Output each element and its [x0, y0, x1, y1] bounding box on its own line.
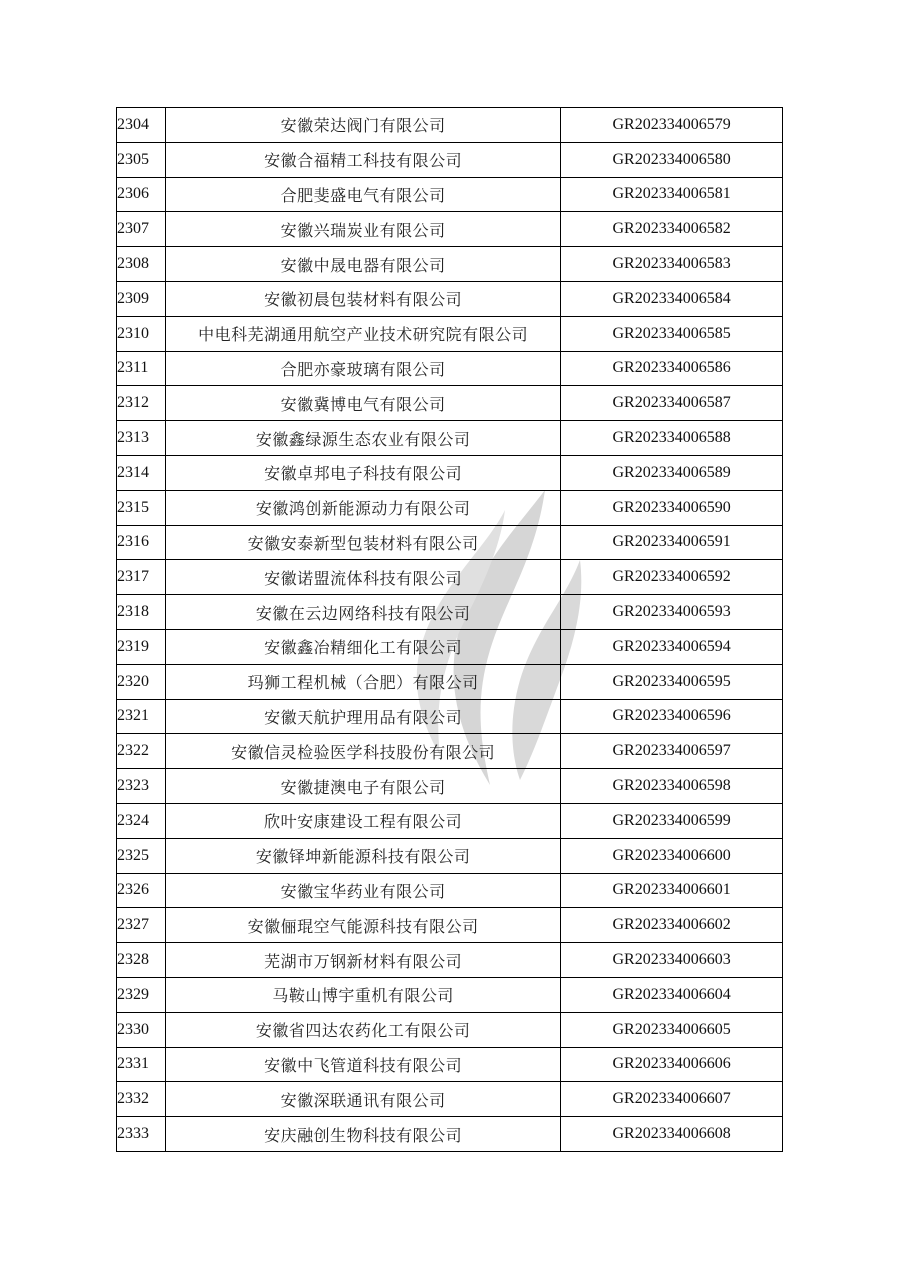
- company-name: 安徽合福精工科技有限公司: [165, 142, 560, 177]
- certificate-code: GR202334006590: [561, 490, 783, 525]
- company-name: 安徽深联通讯有限公司: [165, 1082, 560, 1117]
- table-row: [117, 281, 783, 316]
- company-name: 安徽荣达阀门有限公司: [165, 108, 560, 143]
- certificate-code: GR202334006601: [561, 873, 783, 908]
- row-index: 2315: [117, 490, 166, 525]
- row-index: 2314: [117, 455, 166, 490]
- table-row: [117, 142, 783, 177]
- row-index: 2331: [117, 1047, 166, 1082]
- table-row: [117, 177, 783, 212]
- row-index: 2318: [117, 595, 166, 630]
- table-row: [117, 421, 783, 456]
- table-row: [117, 1012, 783, 1047]
- row-index: 2309: [117, 281, 166, 316]
- table-row: [117, 490, 783, 525]
- company-name: 安徽兴瑞炭业有限公司: [165, 212, 560, 247]
- company-name: 安徽俪琨空气能源科技有限公司: [165, 908, 560, 943]
- row-index: 2317: [117, 560, 166, 595]
- company-name: 欣叶安康建设工程有限公司: [165, 803, 560, 838]
- table-row: [117, 838, 783, 873]
- company-name: 安徽卓邦电子科技有限公司: [165, 455, 560, 490]
- company-name: 安徽冀博电气有限公司: [165, 386, 560, 421]
- certificate-code: GR202334006604: [561, 977, 783, 1012]
- company-name: 安徽鑫冶精细化工有限公司: [165, 629, 560, 664]
- company-certificate-table: [116, 107, 783, 1152]
- certificate-code: GR202334006608: [561, 1117, 783, 1152]
- table-row: [117, 560, 783, 595]
- row-index: 2326: [117, 873, 166, 908]
- table-row: [117, 316, 783, 351]
- certificate-code: GR202334006581: [561, 177, 783, 212]
- row-index: 2311: [117, 351, 166, 386]
- company-name: 安徽鑫绿源生态农业有限公司: [165, 421, 560, 456]
- table-row: [117, 595, 783, 630]
- company-name: 安徽中飞管道科技有限公司: [165, 1047, 560, 1082]
- certificate-code: GR202334006588: [561, 421, 783, 456]
- table-row: [117, 212, 783, 247]
- table-row: [117, 803, 783, 838]
- company-name: 安徽宝华药业有限公司: [165, 873, 560, 908]
- certificate-code: GR202334006591: [561, 525, 783, 560]
- company-name: 安徽在云边网络科技有限公司: [165, 595, 560, 630]
- company-name: 安徽诺盟流体科技有限公司: [165, 560, 560, 595]
- row-index: 2325: [117, 838, 166, 873]
- row-index: 2332: [117, 1082, 166, 1117]
- company-name: 安徽天航护理用品有限公司: [165, 699, 560, 734]
- table-row: [117, 1047, 783, 1082]
- table-row: [117, 977, 783, 1012]
- certificate-code: GR202334006594: [561, 629, 783, 664]
- table-row: [117, 1082, 783, 1117]
- company-name: 安徽捷澳电子有限公司: [165, 769, 560, 804]
- certificate-code: GR202334006584: [561, 281, 783, 316]
- table-row: [117, 1117, 783, 1152]
- company-name: 安徽安泰新型包装材料有限公司: [165, 525, 560, 560]
- table-row: [117, 629, 783, 664]
- row-index: 2312: [117, 386, 166, 421]
- company-name: 合肥斐盛电气有限公司: [165, 177, 560, 212]
- row-index: 2307: [117, 212, 166, 247]
- company-name: 安徽初晨包装材料有限公司: [165, 281, 560, 316]
- certificate-code: GR202334006603: [561, 943, 783, 978]
- certificate-code: GR202334006589: [561, 455, 783, 490]
- row-index: 2322: [117, 734, 166, 769]
- table-row: [117, 699, 783, 734]
- certificate-code: GR202334006592: [561, 560, 783, 595]
- company-name: 安徽信灵检验医学科技股份有限公司: [165, 734, 560, 769]
- company-name: 安徽中晟电器有限公司: [165, 247, 560, 282]
- company-name: 中电科芜湖通用航空产业技术研究院有限公司: [165, 316, 560, 351]
- row-index: 2330: [117, 1012, 166, 1047]
- certificate-code: GR202334006606: [561, 1047, 783, 1082]
- company-name: 安庆融创生物科技有限公司: [165, 1117, 560, 1152]
- row-index: 2308: [117, 247, 166, 282]
- certificate-code: GR202334006587: [561, 386, 783, 421]
- company-name: 合肥亦豪玻璃有限公司: [165, 351, 560, 386]
- company-name: 安徽鸿创新能源动力有限公司: [165, 490, 560, 525]
- row-index: 2329: [117, 977, 166, 1012]
- table-row: [117, 664, 783, 699]
- table-row: [117, 908, 783, 943]
- certificate-code: GR202334006580: [561, 142, 783, 177]
- row-index: 2304: [117, 108, 166, 143]
- table-row: [117, 525, 783, 560]
- row-index: 2310: [117, 316, 166, 351]
- table-row: [117, 351, 783, 386]
- company-name: 芜湖市万钢新材料有限公司: [165, 943, 560, 978]
- certificate-code: GR202334006586: [561, 351, 783, 386]
- table-row: [117, 734, 783, 769]
- certificate-code: GR202334006596: [561, 699, 783, 734]
- company-name: 安徽省四达农药化工有限公司: [165, 1012, 560, 1047]
- company-name: 马鞍山博宇重机有限公司: [165, 977, 560, 1012]
- certificate-code: GR202334006583: [561, 247, 783, 282]
- row-index: 2306: [117, 177, 166, 212]
- row-index: 2320: [117, 664, 166, 699]
- row-index: 2327: [117, 908, 166, 943]
- certificate-code: GR202334006602: [561, 908, 783, 943]
- certificate-code: GR202334006595: [561, 664, 783, 699]
- row-index: 2319: [117, 629, 166, 664]
- certificate-code: GR202334006593: [561, 595, 783, 630]
- company-name: 安徽铎坤新能源科技有限公司: [165, 838, 560, 873]
- certificate-code: GR202334006597: [561, 734, 783, 769]
- table-row: [117, 943, 783, 978]
- certificate-code: GR202334006599: [561, 803, 783, 838]
- row-index: 2323: [117, 769, 166, 804]
- certificate-code: GR202334006600: [561, 838, 783, 873]
- table-row: [117, 247, 783, 282]
- certificate-code: GR202334006605: [561, 1012, 783, 1047]
- certificate-code: GR202334006607: [561, 1082, 783, 1117]
- table-row: [117, 108, 783, 143]
- table-row: [117, 769, 783, 804]
- row-index: 2316: [117, 525, 166, 560]
- certificate-code: GR202334006582: [561, 212, 783, 247]
- company-name: 玛狮工程机械（合肥）有限公司: [165, 664, 560, 699]
- row-index: 2333: [117, 1117, 166, 1152]
- table-row: [117, 873, 783, 908]
- row-index: 2305: [117, 142, 166, 177]
- certificate-code: GR202334006598: [561, 769, 783, 804]
- row-index: 2313: [117, 421, 166, 456]
- row-index: 2321: [117, 699, 166, 734]
- row-index: 2324: [117, 803, 166, 838]
- certificate-code: GR202334006579: [561, 108, 783, 143]
- table-row: [117, 455, 783, 490]
- table-row: [117, 386, 783, 421]
- row-index: 2328: [117, 943, 166, 978]
- certificate-code: GR202334006585: [561, 316, 783, 351]
